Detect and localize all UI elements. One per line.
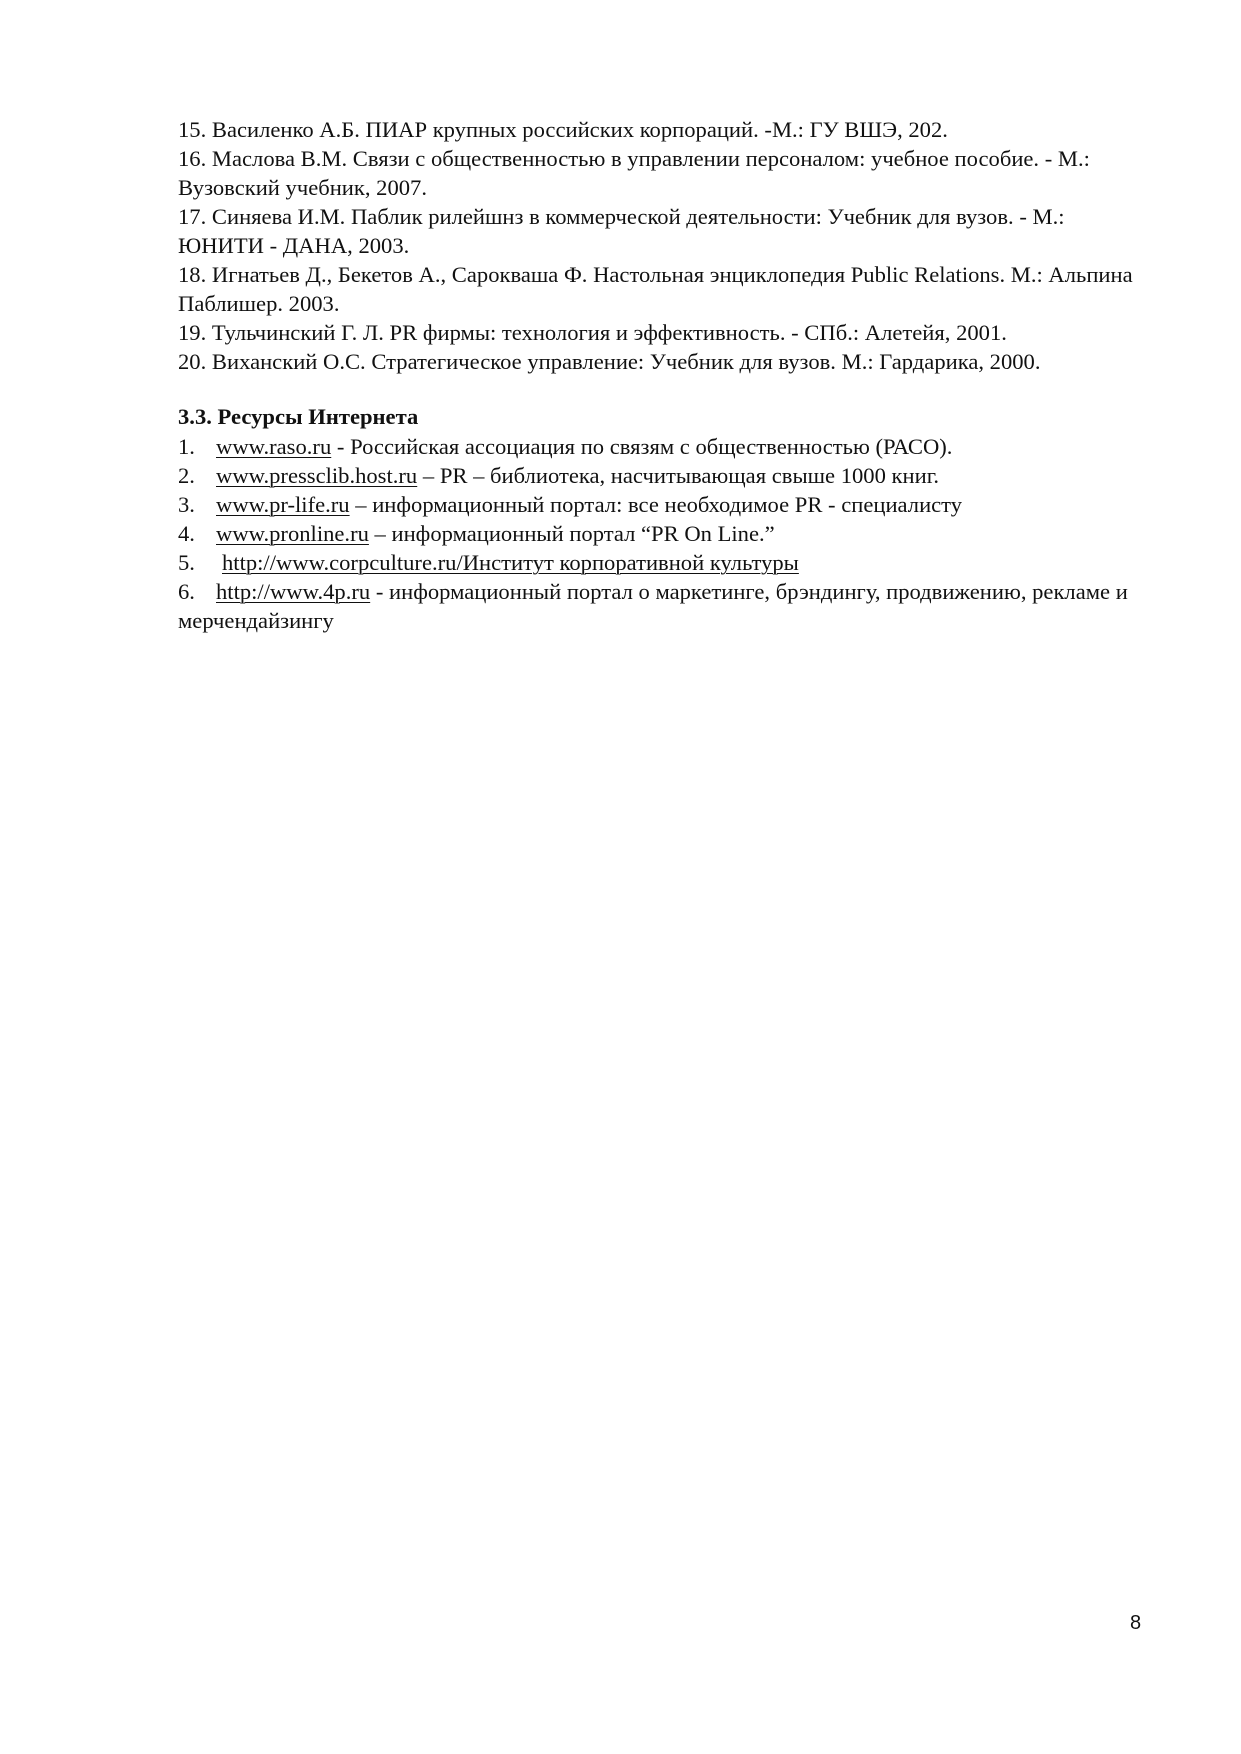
reference-item — [178, 144, 1138, 202]
reference-item — [178, 115, 1138, 144]
reference-text: Василенко А.Б. ПИАР крупных российских корпораций. -М.: ГУ ВШЭ, 202. — [211, 117, 948, 142]
resource-item — [178, 432, 1138, 461]
reference-text: Виханский О.С. Стратегическое управление: Учебник для вузов. М.: Гардарика, 2000. — [211, 349, 1041, 374]
reference-number: 19. — [178, 320, 207, 345]
internet-resources-list — [178, 432, 1138, 635]
reference-item — [178, 202, 1138, 260]
resource-link[interactable]: http://www.4p.ru — [216, 579, 371, 604]
resource-item — [178, 548, 1138, 577]
reference-number: 16. — [178, 146, 207, 171]
resource-link[interactable]: www.pressclib.host.ru — [216, 463, 418, 488]
reference-text: Маслова В.М. Связи с общественностью в управлении персоналом: учебное пособие. - М.: Вузовский учебник, 2007. — [178, 146, 1090, 200]
resource-item — [178, 461, 1138, 490]
resource-link[interactable]: http://www.corpculture.ru/Институт корпоративной культуры — [222, 550, 799, 575]
resource-description: – PR – библиотека, насчитывающая свыше 1000 книг. — [417, 463, 940, 488]
reference-number: 17. — [178, 204, 207, 229]
resource-description: - Российская ассоциация по связям с общественностью (РАСО). — [331, 434, 953, 459]
reference-item — [178, 260, 1138, 318]
reference-number: 18. — [178, 262, 207, 287]
resource-number: 5. — [178, 550, 195, 575]
reference-text: Тульчинский Г. Л. PR фирмы: технология и эффективность. - СПб.: Алетейя, 2001. — [211, 320, 1007, 345]
reference-text: Игнатьев Д., Бекетов А., Сарокваша Ф. Настольная энциклопедия Public Relations. М.: Альпина Паблишер. 2003. — [178, 262, 1133, 316]
resource-description: - информационный портал о маркетинге, брэндингу, продвижению, рекламе и мерчендайзингу — [178, 579, 1128, 633]
resource-number: 3. — [178, 492, 195, 517]
resource-number: 6. — [178, 579, 195, 604]
resource-item — [178, 577, 1138, 635]
reference-item — [178, 347, 1138, 376]
resource-item — [178, 490, 1138, 519]
section-heading: 3.3. Ресурсы Интернета — [178, 404, 419, 429]
resource-link[interactable]: www.raso.ru — [216, 434, 332, 459]
resource-number: 4. — [178, 521, 195, 546]
resource-number: 2. — [178, 463, 195, 488]
resource-link[interactable]: www.pronline.ru — [216, 521, 369, 546]
resource-description: – информационный портал “PR On Line.” — [368, 521, 775, 546]
resource-link[interactable]: www.pr-life.ru — [216, 492, 350, 517]
resource-number: 1. — [178, 434, 195, 459]
reference-list — [178, 115, 1138, 376]
page-content — [178, 115, 1138, 635]
resource-item — [178, 519, 1138, 548]
reference-text: Синяева И.М. Паблик рилейшнз в коммерческой деятельности: Учебник для вузов. - М.: ЮНИТИ - ДАНА, 2003. — [178, 204, 1065, 258]
page-number: 8 — [1130, 1612, 1142, 1634]
reference-number: 15. — [178, 117, 207, 142]
resource-description: – информационный портал: все необходимое PR - специалисту — [349, 492, 963, 517]
reference-item — [178, 318, 1138, 347]
reference-number: 20. — [178, 349, 207, 374]
